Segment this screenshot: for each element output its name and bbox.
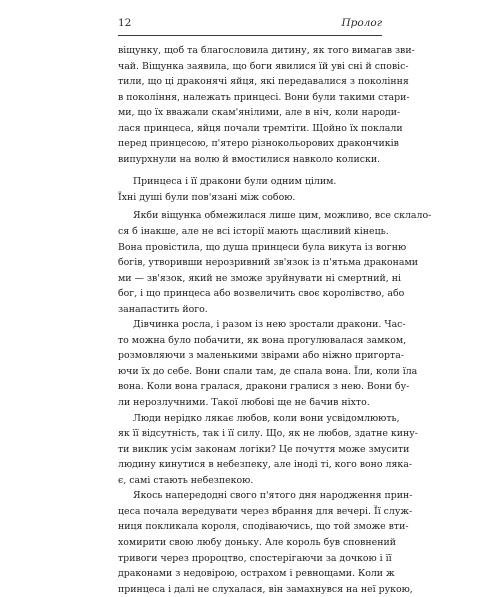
- text-line: перед принцесою, п'ятеро різнокольорових дракончиків: [118, 138, 399, 150]
- text-line: Вона провістила, що душа принцеси була викута із вогню: [118, 241, 407, 253]
- text-line: ми, що їх вважали скам'янілими, але в ніч, коли народи-: [118, 107, 401, 119]
- text-line: цеса почала вередувати через вбрання для вечері. Її служ-: [118, 505, 413, 517]
- text-line: Якби віщунка обмежилася лише цим, можливо, все склало-: [133, 210, 432, 222]
- text-line: то можна було побачити, як вона прогулювалася замком,: [118, 334, 407, 346]
- text-line: випурхнули на волю й вмостилися навколо колиски.: [118, 153, 381, 165]
- text-line: лася принцеса, яйця почали тремтіти. Щойно їх поклали: [118, 122, 403, 134]
- text-line: Дівчинка росла, і разом із нею зростали дракони. Час-: [133, 319, 406, 331]
- body-text: [118, 43, 432, 597]
- text-line: ли нерозлучними. Такої любові ще не бачив ніхто.: [118, 397, 370, 409]
- text-line: Їхні душі були пов'язані між собою.: [118, 191, 296, 203]
- text-line: богів, утворивши нерозривний зв'язок із п'ятьма драконами: [118, 257, 419, 269]
- text-line: ся б інакше, але не всі історії мають щасливий кінець.: [118, 226, 389, 238]
- text-line: принцеса і далі не слухалася, він замахнувся на неї рукою,: [118, 583, 413, 595]
- text-line: драконами з недовірою, острахом і ревнощами. Коли ж: [118, 568, 395, 580]
- text-line: вона. Коли вона гралася, дракони гралися з нею. Вони бу-: [118, 381, 410, 393]
- text-line: розмовляючи з маленькими звірами або ніжно пригорта-: [118, 350, 404, 362]
- text-line: ми — зв'язок, який не зможе зруйнувати ні смертний, ні: [118, 272, 401, 284]
- page-number: 12: [118, 17, 132, 29]
- text-line: ти виклик усім законам логіки? Це почуття може змусити: [118, 443, 410, 455]
- text-line: бог, і що принцеса або возвеличить своє королівство, або: [118, 288, 405, 300]
- text-line: тривоги через пророцтво, спостерігаючи за дочкою і її: [118, 552, 392, 564]
- text-line: хомирити свою любу доньку. Але король був сповнений: [118, 536, 396, 548]
- text-line: Люди нерідко лякає любов, коли вони усвідомлюють,: [133, 412, 400, 424]
- running-head-title: Пролог: [341, 17, 382, 29]
- text-line: тили, що ці драконячі яйця, які передавалися з покоління: [118, 76, 409, 88]
- text-line: людину кинутися в небезпеку, але іноді ті, кого воно ляка-: [118, 459, 413, 471]
- text-line: Принцеса і її дракони були одним цілим.: [133, 176, 337, 188]
- text-line: ниця покликала короля, сподіваючись, що той зможе вти-: [118, 521, 409, 533]
- header-rule: [118, 35, 382, 36]
- text-line: ючи їх до себе. Вони спали там, де спала вона. Їли, коли їла: [118, 365, 418, 377]
- text-line: як її відсутність, так і її силу. Що, як не любов, здатне кину-: [118, 428, 418, 440]
- text-line: є, самі стають небезпекою.: [118, 474, 254, 486]
- text-line: в покоління, належать принцесі. Вони були такими стари-: [118, 91, 410, 103]
- text-line: віщунку, щоб та благословила дитину, як того вимагав зви-: [118, 45, 415, 56]
- text-line: занапастить його.: [118, 303, 208, 315]
- text-line: Якось напередодні свого п'ятого дня народження прин-: [133, 490, 413, 502]
- text-line: чай. Віщунка заявила, що боги явилися їй уві сні й сповіс-: [118, 60, 409, 72]
